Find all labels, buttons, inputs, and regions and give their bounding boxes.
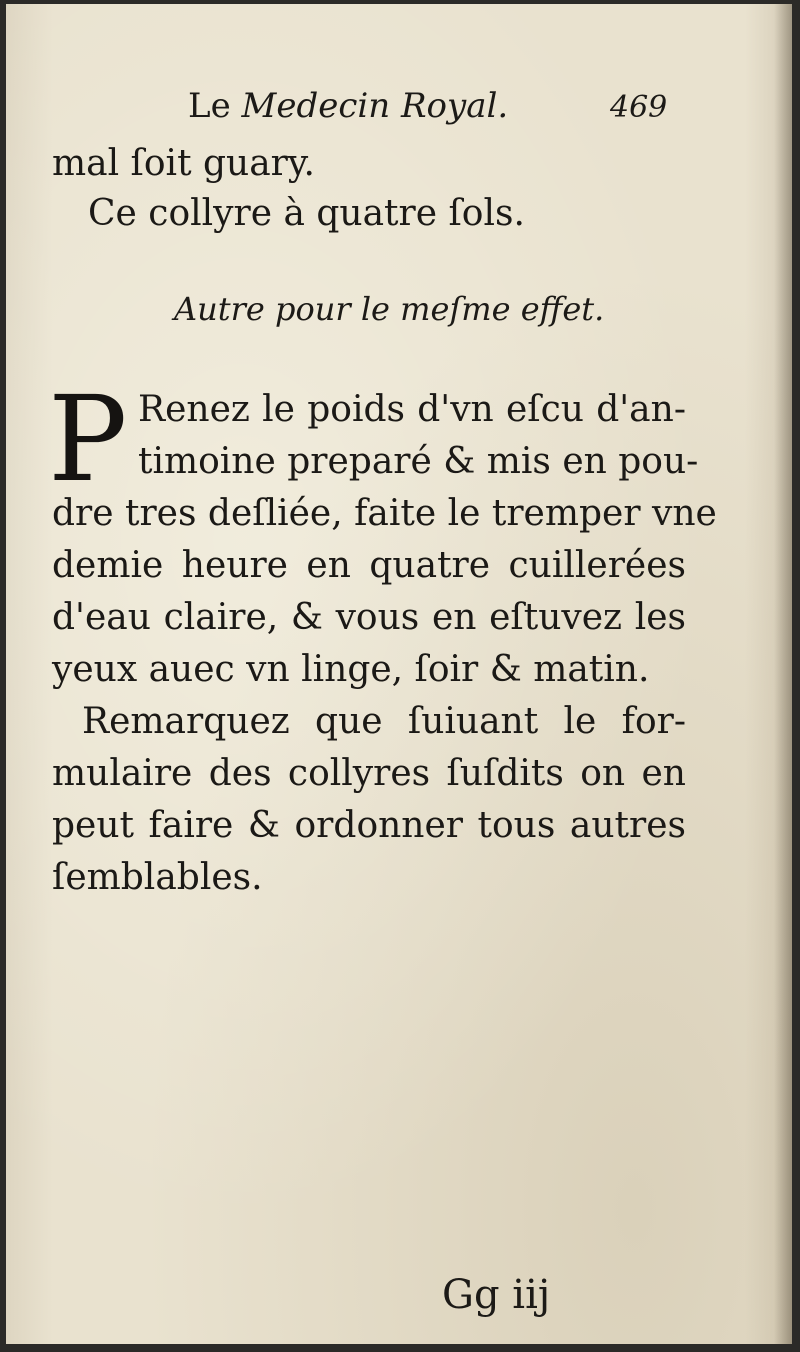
running-header — [6, 86, 792, 136]
text-line: d'eau claire, & vous en eſtuvez les — [52, 597, 686, 638]
text-line: ſemblables. — [52, 857, 263, 898]
text-line: peut faire & ordonner tous autres — [52, 805, 686, 846]
text-line: timoine preparé & mis en pou- — [138, 441, 699, 482]
book-page — [6, 4, 792, 1344]
page-edge-shadow — [774, 4, 792, 1344]
text-line: mulaire des collyres ſuſdits on en — [52, 753, 686, 794]
drop-cap: P — [48, 370, 128, 508]
text-line: mal ſoit guary. — [52, 143, 315, 184]
text-line: Renez le poids d'vn eſcu d'an- — [138, 389, 686, 430]
text-line: Ce collyre à quatre ſols. — [88, 193, 525, 234]
show-through-text — [66, 894, 706, 946]
section-title: Autre pour le meſme effet. — [174, 290, 605, 328]
running-title-italic: Medecin Royal. — [241, 86, 509, 126]
text-line: yeux auec vn linge, ſoir & matin. — [52, 649, 650, 690]
signature-mark: Gg iij — [442, 1272, 551, 1318]
text-line: dre tres deſliée, faite le tremper vne — [52, 493, 717, 534]
running-title-prefix: Le — [188, 86, 231, 126]
text-line: demie heure en quatre cuillerées — [52, 545, 686, 586]
running-title — [188, 86, 508, 126]
page-number: 469 — [610, 90, 668, 125]
text-line: Remarquez que ſuiuant le for- — [82, 701, 686, 742]
